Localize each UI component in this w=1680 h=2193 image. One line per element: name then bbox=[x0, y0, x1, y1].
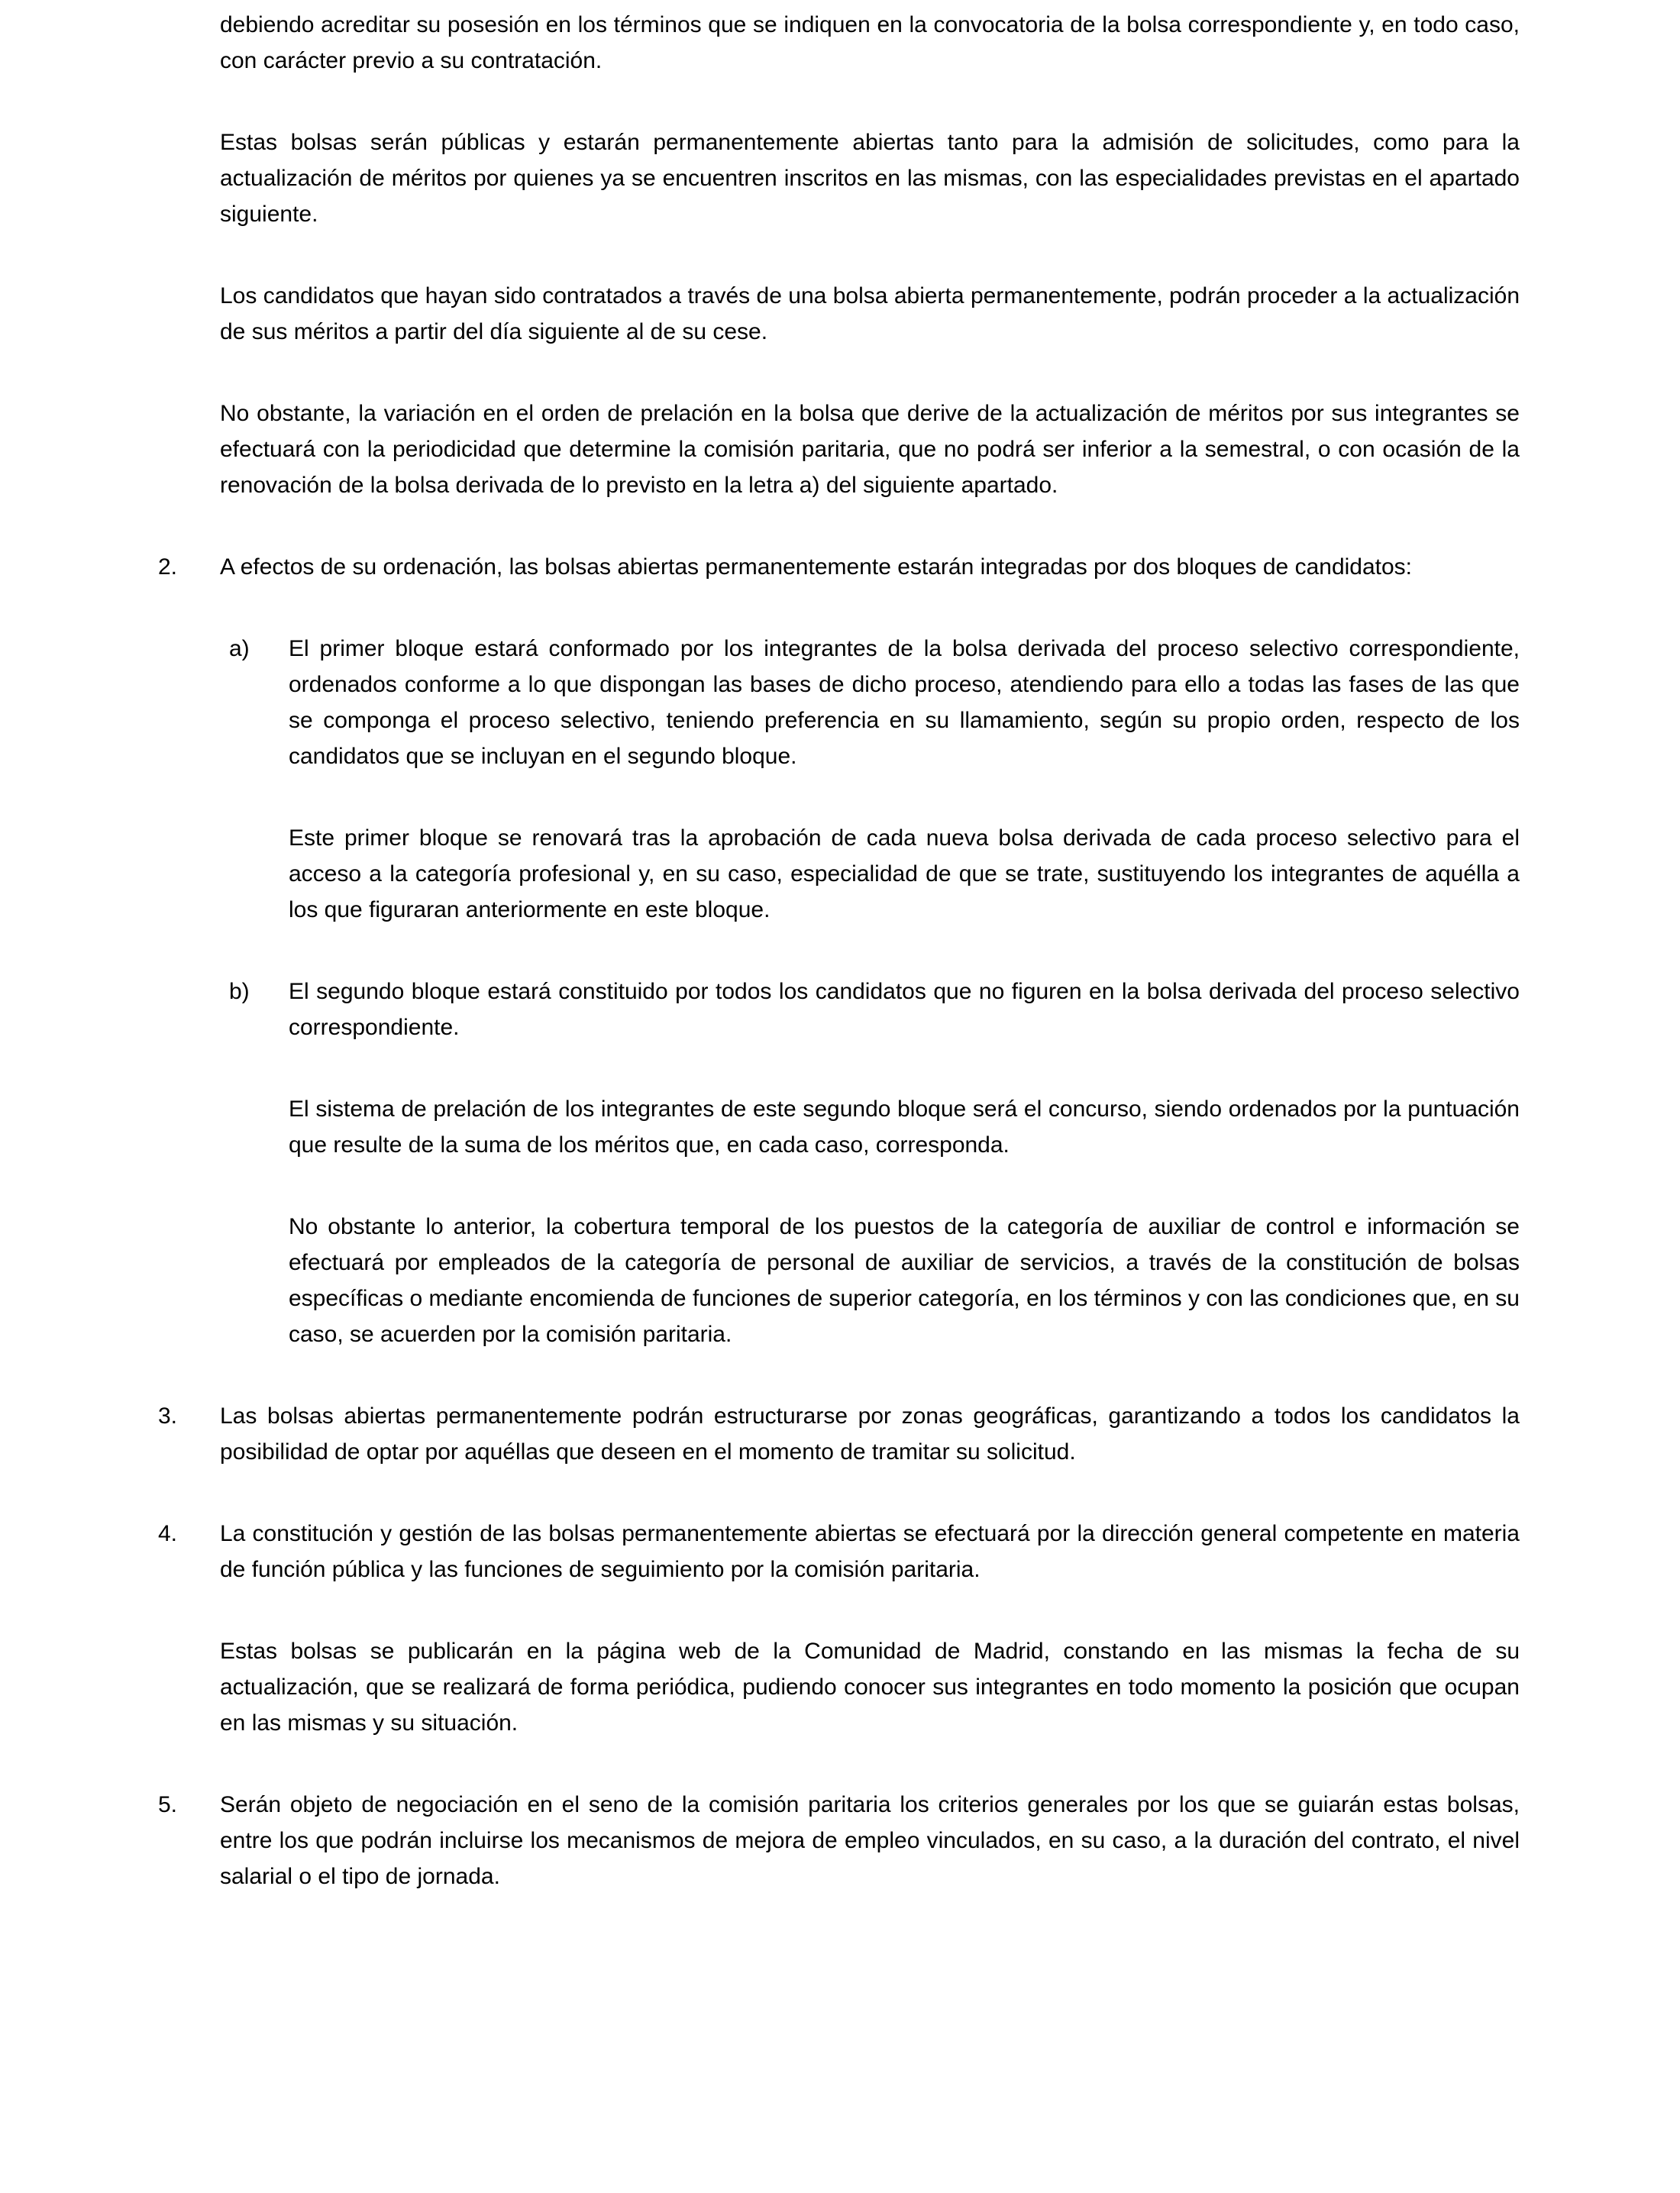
paragraph-item-a-1: El primer bloque estará conformado por los integrantes de la bolsa derivada del proceso selectivo correspondiente, ordenados conforme a lo que dispongan las bases de dicho proceso, atendiendo para ello a todas las fases de las que se componga el proceso selectivo, teniendo preferencia en su llamamiento, según su propio orden, respecto de los candidatos que se incluyan en el segundo bloque. bbox=[289, 636, 1520, 769]
numbered-item-2 bbox=[158, 549, 1520, 1352]
paragraph-item-b-3: No obstante lo anterior, la cobertura temporal de los puestos de la categoría de auxiliar de control e información se efectuará por empleados de la categoría de personal de auxiliar de servicios, a través de la constitución de bolsas específicas o mediante encomienda de funciones de superior categoría, en los términos y con las condiciones que, en su caso, se acuerden por la comisión paritaria. bbox=[289, 1214, 1520, 1347]
item-letter: a) bbox=[229, 636, 250, 661]
numbered-item-5 bbox=[158, 1787, 1520, 1894]
lettered-item-a bbox=[229, 631, 1520, 928]
paragraph-item-3: Las bolsas abiertas permanentemente podrán estructurarse por zonas geográficas, garantizando a todos los candidatos la posibilidad de optar por aquéllas que deseen en el momento de tramitar su solicitud. bbox=[220, 1403, 1520, 1465]
numbered-item-3 bbox=[158, 1398, 1520, 1470]
paragraph-item-5: Serán objeto de negociación en el seno de la comisión paritaria los criterios generales por los que se guiarán estas bolsas, entre los que podrán incluirse los mecanismos de mejora de empleo vinculados, en su caso, a la duración del contrato, el nivel salarial o el tipo de jornada. bbox=[220, 1792, 1520, 1889]
paragraph-item-4-1: La constitución y gestión de las bolsas permanentemente abiertas se efectuará por la dirección general competente en materia de función pública y las funciones de seguimiento por la comisión paritaria. bbox=[220, 1521, 1520, 1582]
item-letter: b) bbox=[229, 979, 250, 1004]
sub-item-body bbox=[289, 974, 1520, 1352]
paragraph-item-a-2: Este primer bloque se renovará tras la aprobación de cada nueva bolsa derivada de cada proceso selectivo para el acceso a la categoría profesional y, en su caso, especialidad de que se trate, sustituyendo los integrantes de aquélla a los que figuraran anteriormente en este bloque. bbox=[289, 825, 1520, 922]
numbered-item-4 bbox=[158, 1516, 1520, 1741]
intro-section bbox=[220, 7, 1520, 503]
paragraph-intro-3: Los candidatos que hayan sido contratados a través de una bolsa abierta permanentemente, podrán proceder a la actualización de sus méritos a partir del día siguiente al de su cese. bbox=[220, 283, 1520, 344]
item-body bbox=[220, 1398, 1520, 1470]
paragraph-item-4-2: Estas bolsas se publicarán en la página web de la Comunidad de Madrid, constando en las mismas la fecha de su actualización, que se realizará de forma periódica, pudiendo conocer sus integrantes en todo momento la posición que ocupan en las mismas y su situación. bbox=[220, 1639, 1520, 1736]
item-number: 5. bbox=[158, 1792, 178, 1817]
paragraph-intro-4: No obstante, la variación en el orden de prelación en la bolsa que derive de la actualización de méritos por sus integrantes se efectuará con la periodicidad que determine la comisión paritaria, que no podrá ser inferior a la semestral, o con ocasión de la renovación de la bolsa derivada de lo previsto en la letra a) del siguiente apartado. bbox=[220, 401, 1520, 498]
item-body bbox=[220, 549, 1520, 1352]
sub-item-body bbox=[289, 631, 1520, 928]
item-body bbox=[220, 1516, 1520, 1741]
item-number: 4. bbox=[158, 1521, 178, 1546]
paragraph-item-b-2: El sistema de prelación de los integrantes de este segundo bloque será el concurso, siendo ordenados por la puntuación que resulte de la suma de los méritos que, en cada caso, corresponda. bbox=[289, 1096, 1520, 1158]
paragraph-intro-1: debiendo acreditar su posesión en los términos que se indiquen en la convocatoria de la bolsa correspondiente y, en todo caso, con carácter previo a su contratación. bbox=[220, 12, 1520, 73]
item-number: 3. bbox=[158, 1403, 178, 1429]
paragraph-item-2: A efectos de su ordenación, las bolsas abiertas permanentemente estarán integradas por dos bloques de candidatos: bbox=[220, 554, 1413, 580]
item-body bbox=[220, 1787, 1520, 1894]
item-number: 2. bbox=[158, 554, 178, 580]
lettered-item-b bbox=[229, 974, 1520, 1352]
paragraph-intro-2: Estas bolsas serán públicas y estarán permanentemente abiertas tanto para la admisión de solicitudes, como para la actualización de méritos por quienes ya se encuentren inscritos en las mismas, con las especialidades previstas en el apartado siguiente. bbox=[220, 130, 1520, 227]
paragraph-item-b-1: El segundo bloque estará constituido por todos los candidatos que no figuren en la bolsa derivada del proceso selectivo correspondiente. bbox=[289, 979, 1520, 1040]
